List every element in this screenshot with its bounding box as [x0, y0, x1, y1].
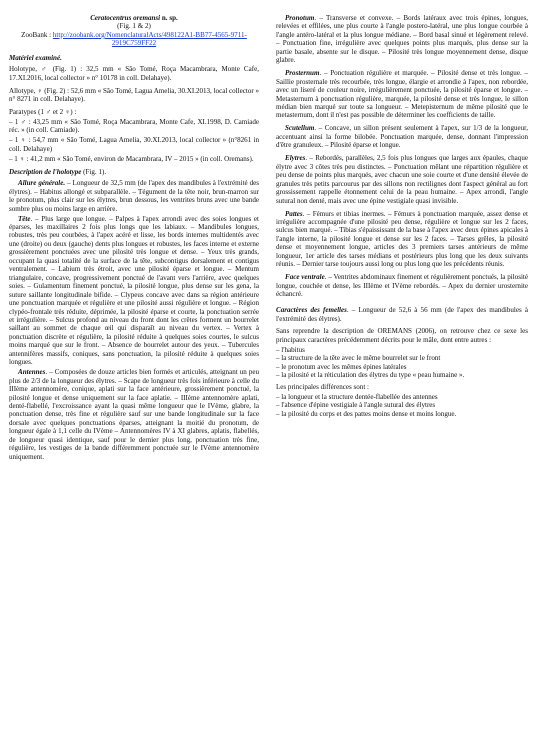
description-heading: Description de l'holotype (Fig. 1). [9, 167, 107, 176]
list-item: – la pilosité et la réticulation des élytres du type « peau humaine ». [276, 371, 465, 380]
pattes-paragraph: Pattes. – Fémurs et tibias inermes. – Fémurs à ponctuation marquée, assez dense et irrégulière accompagnée d'une pilosité peu dense, régulière et longue sur les 2 faces, sulcus bien marqué. – Tibias s'épaississant de la base à l'apex avec deux épines apicales à l'angle interne, la pilosité longue et dense sur les 2 faces. – Tarses grêles, la pilosité dense et moyennement longue, articles des 3 premiers tarses antérieurs de même longueur, 1er article des tarses médians et postérieurs plus long que les deux suivants réunis. – Dernier tarse toujours aussi long ou plus long que les précédents réunis. [276, 209, 528, 269]
antennes-paragraph: Antennes. – Composées de douze articles bien formés et articulés, atteignant un peu plus de 2/3 de la longueur des élytres. – Scape de longueur très fois inférieure à celle du IIIème antennomère, conique, aplati sur la face antérieure, grossièrement ponctué, la pilosité longue et dense uniquement sur la face aplatie. – IIIème antennomère aplati, denté-flabellé, l'excroissance ayant la quasi même longueur que le IVème, glabre, la ponctuation dense, très fine et régulière sauf sur une bande longitudinale sur la face dorsale avec quelques ponctuations éparses, atteignant la moitié du pronotum, de longueur égale à 1,1 celle du IVème – Antennomères IV à XI glabres, aplatis, flabellés, de longueur quasi identique, sauf pour le dernier plus long, ponctuation très fine, régulière, les vestiges de la bande différemment ponctuée sur le IVème antennomère uniquement. [9, 368, 259, 461]
right-column [276, 14, 528, 418]
similarities-list [276, 346, 528, 380]
differences-list [276, 393, 528, 418]
paratype-entry: – 1 ♀ : 41,2 mm « São Tomé, environ de Macambrara, IV – 2015 » (in coll. Oremans). [9, 154, 254, 163]
femelles-paragraph: Caractères des femelles. – Longueur de 52,6 à 56 mm (de l'apex des mandibules à l'extrémité des élytres). [276, 306, 528, 323]
left-column [9, 14, 259, 463]
list-item: – le pronotum avec les mêmes épines latérales [276, 362, 407, 371]
list-item: – la structure de la tête avec le même bourrelet sur le front [276, 354, 441, 363]
paratype-entry: – 1 ♀ : 54,7 mm « São Tomé, Lagua Amelia, 30.XI.2013, local collector » (n°8261 in coll. Delahaye) [9, 136, 259, 153]
elytres-paragraph: Elytres. – Rebordés, parallèles, 2,5 fois plus longues que larges aux épaules, chaque élytre avec 3 côtes très peu distinctes. – Ponctuation mêlant une répartition régulière et peu dense de points plus marqués, avec chacun une soie courte et d'une densité élevée de granules très petits parcourus par des sillons non rectilignes dont l'aspect général au fort grossissement rappelle étonnement celui de la peau humaine. – Apex arrondi, l'angle sutural non denté, mais avec une épine vestigiale quasi invisible. [276, 154, 528, 205]
pronotum-paragraph: Pronotum. – Transverse et convexe. – Bords latéraux avec trois épines, longues, relevées et effilées, une plus courte à l'angle postero-latéral, une plus longue courbée à l'angle antéro-latéral et la plus longue médiane. – Bord basal sinué et légèrement relevé. – Ponctuation fine, irrégulière avec quelques points plus marqués, plus dense sur la partie basale, absente sur le disque. – Pilosité très longue moyennement dense, disque glabre. [276, 14, 528, 65]
list-item: – l'absence d'épine vestigiale à l'angle sutural des élytres [276, 401, 436, 410]
face-ventrale-paragraph: Face ventrale. – Ventrites abdominaux finement et régulièrement ponctués, la pilosité longue, couchée et dense, les IIIème et IVème rebordés. – Apex du dernier urosternite échancré. [276, 273, 528, 299]
list-item: – la longueur et la structure dentée-flabellée des antennes [276, 392, 438, 401]
list-item: – l'habitus [276, 345, 305, 354]
material-heading: Matériel examiné. [9, 53, 62, 62]
comparison-intro: Sans reprendre la description de OREMANS (2006), on retrouve chez ce sexe les principaux caractères précédemment décrits pour le mâle, dont entre autres : [276, 327, 528, 344]
scutellum-paragraph: Scutellum. – Concave, un sillon présent seulement à l'apex, sur 1/3 de la longueur, accentuant ainsi la forme bilobée. Ponctuation marquée, dense, donnant l'impression d'être granuleux. – Pilosité éparse et longue. [276, 124, 528, 150]
prosternum-paragraph: Prosternum. – Ponctuation régulière et marquée. – Pilosité dense et très longue. – Saillie prosternale très recourbée, très longue, élargie et arrondie à l'apex, non rebordée, avec un liseré de couleur noire, irrégulièrement ponctuée, la pilosité éparse et longue. – Metasternum à ponctuation régulière, marquée, la pilosité dense et très longue, le sillon médian bien marqué sur toute sa longueur. – Metepisternum de même pilosité que le metasternum, dont il n'est pas possible de déterminer les coefficients de taille. [276, 69, 528, 120]
zoobank-link[interactable]: http://zoobank.org/NomenclaturalActs/498122A1-BB77-4565-9711-2919C759FF22 [52, 30, 247, 48]
list-item: – la pilosité du corps et des pattes moins dense et moins longue. [276, 409, 457, 418]
allotype-entry: Allotype, ♀ (Fig. 2) : 52,6 mm « São Tomé, Lagua Amelia, 30.XI.2013, local collector » n° 8271 in coll. Delahaye). [9, 86, 259, 104]
differences-intro: Les principales différences sont : [276, 382, 370, 391]
tete-paragraph: Tête. – Plus large que longue. – Palpes à l'apex arrondi avec des soies longues et éparses, les maxillaires 2 fois plus longs que les labiaux. – Mandibules longues, robustes, très peu courbées, à l'apex acéré et lisse, les bords internes multidentés avec une (droite) ou deux (gauche) dents plus longues et robustes, les faces interne et externe grossièrement ponctuées avec une pilosité très longue et dense. – Yeux très grands, occupant la quasi totalité de la surface de la tête, subcontigus dorsalement et contigus ventralement. – Labium très étroit, avec une pilosité éparse et longue. – Mentum triangulaire, concave, progressivement ponctué de l'avant vers l'arrière, avec quelques soies. – Gulamentum finement ponctué, la pilosité longue, plus dense sur les gena, la suture saillante longitudinale bifide. – Clypeus concave avec dans sa région antérieure une ponctuation marquée et régulière et une pilosité aussi régulière et longue. – Région clypéo-frontale très réduite, déprimée, la pilosité éparse et courte, la ponctuation serrée et irrégulière. – Sulcus profond au niveau du front dont les crêtes forment un bourrelet saillant au sommet de chaque œil qui disparaît au niveau du vertex. – Vertex à ponctuation discrète et régulière, la pilosité réduite à quelques soies courtes, le sulcus moins marqué que sur le front. – Absence de bourrelet autour des yeux. – Tubercules antennifères massifs, coniques, sans ponctuation, la pilosité réduite à quelques soies longues. [9, 214, 259, 367]
zoobank-line: ZooBank : http://zoobank.org/NomenclaturalActs/498122A1-BB77-4565-9711-2919C759FF22 [21, 30, 247, 48]
paratype-entry: – 1 ♂ : 43,25 mm « São Tomé, Roça Macambrara, Monte Cafe, XI.1998, D. Camiade réc. » (in coll. Camiade). [9, 118, 259, 135]
allure-paragraph: Allure générale. – Longueur de 32,5 mm (de l'apex des mandibules à l'extrémité des élytres). – Habitus allongé et subparallèle. – Tégument de la tête noir, brun-marron sur le pronotum, plus clair sur les élytres, brun dessous, les ventrites bruns avec une bande sombre plus ou moins large en arrière. [9, 179, 259, 213]
paratypes-intro: Paratypes (1 ♂ et 2 ♀) : [9, 108, 77, 117]
holotype-entry: Holotype, ♂ (Fig. 1) : 32,5 mm « São Tomé, Roça Macambrara, Monte Cafe, 17.XI.2016, local collector » n° 10178 in coll. Delahaye). [9, 65, 259, 82]
species-title: Ceratocentrus oremansi n. sp. [90, 14, 178, 22]
figure-reference: (Fig. 1 & 2) [117, 22, 151, 31]
